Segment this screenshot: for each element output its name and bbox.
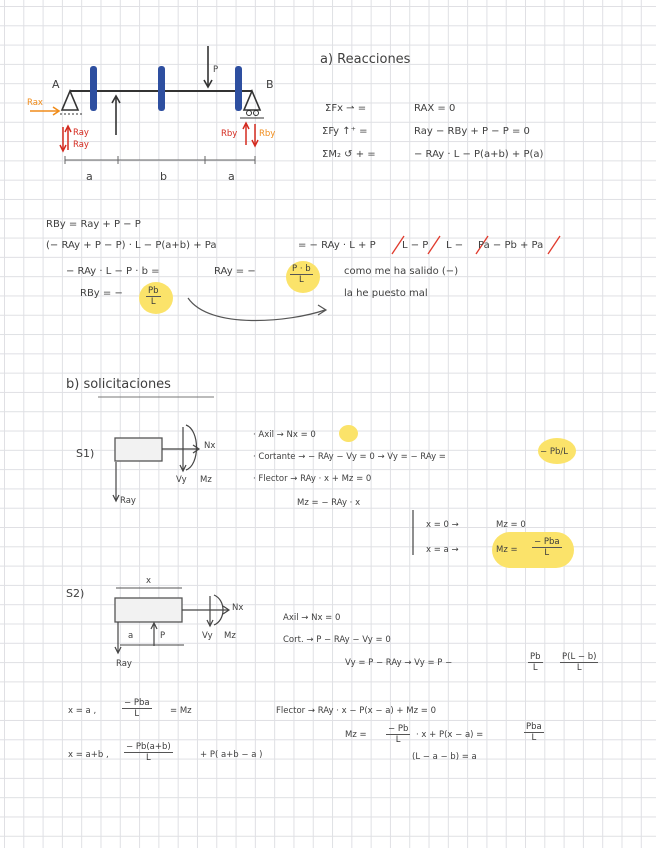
- s1-x0-res: Mz = 0: [496, 520, 526, 530]
- deriv-l3b: RAy = −: [214, 266, 256, 277]
- s2-xab-lhs: x = a+b ,: [68, 750, 109, 760]
- label-rax: Rax: [27, 98, 43, 108]
- s2-cort: Cort. → P − RAy − Vy = 0: [283, 635, 391, 645]
- deriv-l3a: − RAy · L − P · b =: [66, 266, 160, 277]
- deriv-l4-frac: Pb L: [148, 286, 159, 307]
- s2-mz-rest: · x + P(x − a) =: [416, 730, 484, 740]
- deriv-l2c: L − P: [402, 240, 429, 251]
- dim-a2: a: [228, 170, 235, 183]
- eq2-lhs: ΣFy ↑⁺ =: [322, 126, 368, 137]
- s2-mz-frac-2: Pba L: [526, 722, 542, 743]
- s2-xa-lhs: x = a ,: [68, 706, 97, 716]
- support-bar-3: [235, 66, 242, 111]
- label-ray-1: Ray: [73, 128, 89, 138]
- roller-support-B: [244, 91, 260, 110]
- support-bar-2: [158, 66, 165, 111]
- s2-p: P: [160, 631, 166, 641]
- s1-vy: Vy: [176, 475, 187, 485]
- dim-a1: a: [86, 170, 93, 183]
- label-B: B: [266, 78, 274, 91]
- b-title: b) solicitaciones: [66, 377, 171, 392]
- deriv-l2b: = − RAy · L + P: [298, 240, 376, 251]
- deriv-l3-frac: P · b L: [292, 264, 311, 285]
- s2-vy-eq: Vy = P − RAy → Vy = P −: [345, 658, 453, 668]
- eq1-rhs: RAX = 0: [414, 103, 456, 114]
- s1-flector: · Flector → RAy · x + Mz = 0: [253, 474, 372, 484]
- eq1-lhs: ΣFx ⇀ =: [325, 103, 367, 114]
- beam-diagram: [30, 46, 264, 164]
- eq3-rhs: − RAy · L − P(a+b) + P(a): [414, 149, 544, 160]
- section-s1-diagram: [113, 425, 413, 555]
- s2-mz-eq: Mz =: [345, 730, 367, 740]
- s1-axil: · Axil → Nx = 0: [253, 430, 316, 440]
- s2-xa-frac: − Pba L: [124, 698, 150, 719]
- s2-ray: Ray: [116, 659, 132, 669]
- s1-ray: Ray: [120, 496, 136, 506]
- s2-flector: Flector → RAy · x − P(x − a) + Mz = 0: [276, 706, 436, 716]
- s1-cortante-b: − Pb/L: [540, 447, 568, 457]
- s1-label: S1): [76, 447, 95, 460]
- deriv-l4a: RBy = −: [80, 288, 123, 299]
- s2-l-expr: (L − a − b) = a: [412, 752, 477, 762]
- label-P: P: [213, 65, 219, 75]
- connector-arrow: [188, 298, 325, 321]
- s2-xa-rhs: = Mz: [170, 706, 192, 716]
- label-rby-2: Rby: [259, 129, 276, 139]
- deriv-l1: RBy = Ray + P − P: [46, 219, 141, 230]
- deriv-l2a: (− RAy + P − P) · L − P(a+b) + Pa: [46, 240, 217, 251]
- section-s2-diagram: [115, 588, 229, 653]
- a-title: a) Reacciones: [320, 52, 411, 67]
- s1-mz: Mz: [200, 475, 212, 485]
- deriv-l4c: la he puesto mal: [344, 288, 428, 299]
- s1-xa-frac: − Pba L: [534, 537, 560, 558]
- s1-nx: Nx: [204, 441, 216, 451]
- s1-mz-eq: Mz = − RAy · x: [297, 498, 361, 508]
- label-A: A: [52, 78, 60, 91]
- s1-xa: x = a →: [426, 545, 459, 555]
- s2-label: S2): [66, 587, 85, 600]
- s2-xab-frac: − Pb(a+b) L: [126, 742, 171, 763]
- s2-axil: Axil → Nx = 0: [283, 613, 341, 623]
- label-rby-1: Rby: [221, 129, 238, 139]
- s2-mz-frac: − Pb L: [388, 724, 409, 745]
- s2-mz: Mz: [224, 631, 236, 641]
- s2-vy-frac-1: Pb L: [530, 652, 541, 673]
- label-ray-2: Ray: [73, 140, 89, 150]
- highlight-axil: [339, 425, 358, 442]
- support-bar-1: [90, 66, 97, 111]
- deriv-l2d: L −: [446, 240, 464, 251]
- s2-a: a: [128, 631, 134, 641]
- s1-xa-res: Mz =: [496, 545, 518, 555]
- s2-vy-frac-2: P(L − b) L: [562, 652, 597, 673]
- s1-x0: x = 0 →: [426, 520, 459, 530]
- deriv-l3c: como me ha salido (−): [344, 266, 459, 277]
- dim-b: b: [160, 170, 167, 183]
- eq2-rhs: Ray − RBy + P − P = 0: [414, 126, 530, 137]
- s2-vy: Vy: [202, 631, 213, 641]
- pin-support-A: [62, 91, 78, 110]
- s1-cortante-a: · Cortante → − RAy − Vy = 0 → Vy = − RAy =: [253, 452, 446, 462]
- eq3-lhs: ΣM₂ ↺ + =: [322, 149, 376, 160]
- s2-xab-rhs: + P( a+b − a ): [200, 750, 263, 760]
- s2-x: x: [146, 576, 152, 586]
- s2-nx: Nx: [232, 603, 244, 613]
- deriv-l2e: Pa − Pb + Pa: [478, 240, 544, 251]
